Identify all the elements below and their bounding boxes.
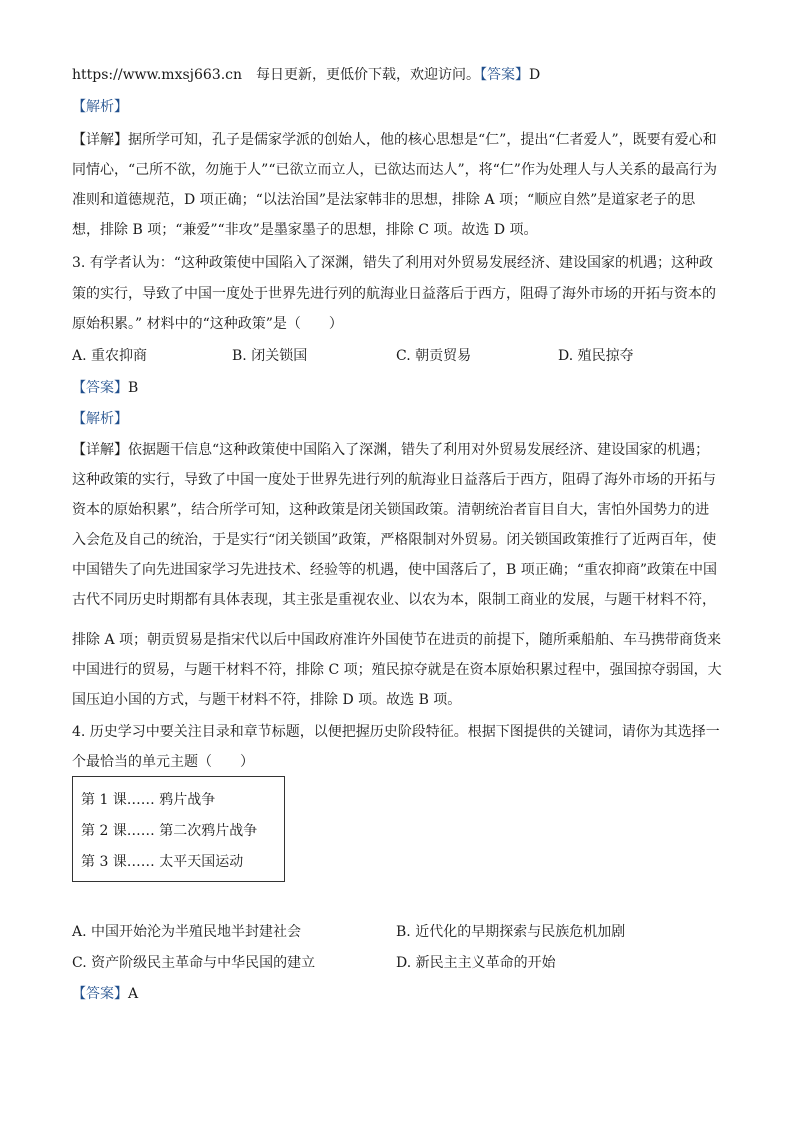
chapter-list-box: [72, 776, 285, 882]
q4-option-d: D. 新民主主义革命的开始: [396, 955, 556, 971]
answer-tag: 【答案】: [72, 986, 128, 1002]
chapter-row-1: 第 1 课…… 鸦片战争: [81, 792, 216, 808]
q4-option-a: A. 中国开始沦为半殖民地半封建社会: [72, 924, 302, 940]
chapter-row-3: 第 3 课…… 太平天国运动: [81, 854, 244, 870]
q3-detail-line-9: 国压迫小国的方式，与题干材料不符，排除 D 项。故选 B 项。: [72, 692, 462, 708]
answer-value: A: [128, 986, 139, 1002]
q4-stem-line-1: 4. 历史学习中要关注目录和章节标题，以便把握历史阶段特征。根据下图提供的关键词，请你为其选择一: [72, 724, 720, 740]
q2-detail-line-3: 准则和道德规范，D 项正确；“以法治国”是法家韩非的思想，排除 A 项；“顺应自然”是道家老子的思: [72, 192, 696, 208]
q3-stem-line-1: 3. 有学者认为：“这种政策使中国陷入了深渊，错失了利用对外贸易发展经济、建设国家的机遇；这种政: [72, 255, 713, 271]
q3-detail-line-2: 这种政策的实行，导致了中国一度处于世界先进行列的航海业日益落后于西方，阻碍了海外市场的开拓与: [72, 472, 716, 488]
q3-answer-line: [72, 379, 724, 397]
q3-stem-line-2: 策的实行，导致了中国一度处于世界先进行列的航海业日益落后于西方，阻碍了海外市场的开拓与资本的: [72, 286, 716, 302]
q2-detail-line-1: 【详解】据所学可知，孔子是儒家学派的创始人，他的核心思想是“仁”，提出“仁者爱人”，既要有爱心和: [72, 132, 717, 148]
q3-option-d: D. 殖民掠夺: [558, 348, 634, 364]
analysis-tag: 【解析】: [72, 411, 128, 427]
q3-detail-line-5: 中国错失了向先进国家学习先进技术、经验等的机遇，使中国落后了，B 项正确；“重农抑商”政策在中国: [72, 562, 718, 578]
q4-stem-line-2: 个最恰当的单元主题（ ）: [72, 754, 254, 770]
q2-detail-line-2: 同情心，“己所不欲，勿施于人”“已欲立而立人，已欲达而达人”，将“仁”作为处理人与人关系的最高行为: [72, 162, 717, 178]
q3-detail-line-4: 入会危及自己的统治，于是实行“闭关锁国”政策，严格限制对外贸易。闭关锁国政策推行了近两百年，使: [72, 532, 717, 548]
q3-option-b: B. 闭关锁国: [232, 348, 308, 364]
q3-stem-line-3: 原始积累。” 材料中的“这种政策”是（ ）: [72, 316, 343, 332]
q4-answer-line: [72, 985, 724, 1003]
header-line: [72, 66, 724, 84]
q4-option-c: C. 资产阶级民主革命与中华民国的建立: [72, 955, 316, 971]
source-url[interactable]: https://www.mxsj663.cn: [72, 67, 243, 83]
q4-option-b: B. 近代化的早期探索与民族危机加剧: [396, 924, 626, 940]
answer-value: B: [128, 380, 139, 396]
answer-tag: 【答案】: [480, 67, 530, 83]
q3-detail-line-7: 排除 A 项；朝贡贸易是指宋代以后中国政府准许外国使节在进贡的前提下，随所乘船舶、车马携带商货来: [72, 632, 722, 648]
q3-option-a: A. 重农抑商: [72, 348, 148, 364]
analysis-tag: 【解析】: [72, 99, 128, 115]
answer-tag: 【答案】: [72, 380, 128, 396]
q3-detail-line-8: 中国进行的贸易，与题干材料不符，排除 C 项；殖民掠夺就是在资本原始积累过程中，强国掠夺弱国，大: [72, 662, 722, 678]
q2-detail-line-4: 想，排除 B 项；“兼爱”“非攻”是墨家墨子的思想，排除 C 项。故选 D 项。: [72, 222, 538, 238]
q3-option-c: C. 朝贡贸易: [396, 348, 472, 364]
q3-detail-line-3: 资本的原始积累”，结合所学可知，这种政策是闭关锁国政策。清朝统治者盲目自大，害怕外国势力的进: [72, 502, 710, 518]
q3-detail-line-1: 【详解】依据题干信息“这种政策使中国陷入了深渊，错失了利用对外贸易发展经济、建设国家的机遇；: [72, 442, 710, 458]
header-slogan: 每日更新，更低价下载，欢迎访问。: [256, 67, 481, 83]
q3-detail-line-6: 古代不同历史时期都有具体表现，其主张是重视农业、以农为本，限制工商业的发展，与题干材料不符，: [72, 592, 716, 608]
chapter-row-2: 第 2 课…… 第二次鸦片战争: [81, 823, 258, 839]
answer-value: D: [529, 67, 541, 83]
